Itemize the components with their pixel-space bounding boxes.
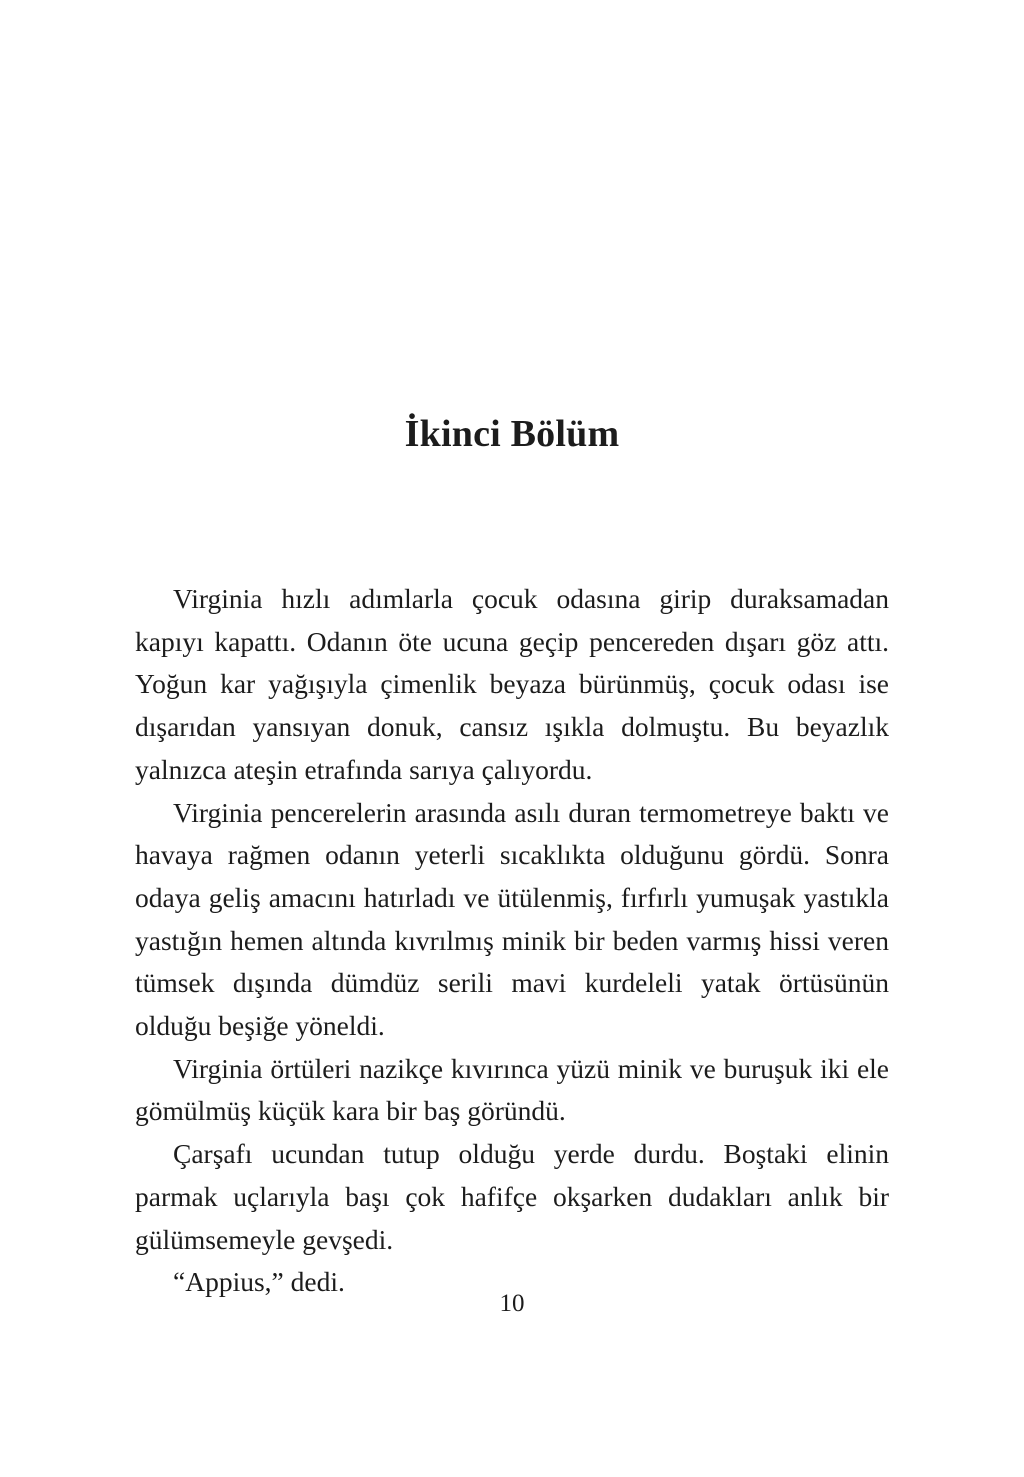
paragraph: Virginia örtüleri nazikçe kıvırınca yüzü minik ve buruşuk iki ele gömülmüş küçük kara bir baş göründü. <box>135 1052 889 1127</box>
paragraph: “Appius,” dedi. <box>173 1266 345 1298</box>
paragraph: Çarşafı ucundan tutup olduğu yerde durdu. Boştaki elinin parmak uçlarıyla başı çok hafifçe okşarken dudakları anlık bir gülümsemeyle gevşedi. <box>135 1138 889 1255</box>
chapter-title: İkinci Bölüm <box>404 413 620 455</box>
page-number: 10 <box>499 1290 525 1317</box>
paragraph: Virginia pencerelerin arasında asılı duran termometreye baktı ve havaya rağmen odanın yeterli sıcaklıkta olduğunu gördü. Sonra odaya geliş amacını hatırladı ve ütülenmiş, fırfırlı yumuşak yastıkla yastığın hemen altında kıvrılmış minik bir beden varmış hissi veren tümsek dışında dümdüz serili mavi kurdeleli yatak örtüsünün olduğu beşiğe yöneldi. <box>135 796 889 1042</box>
body-text <box>135 578 889 1304</box>
paragraph: Virginia hızlı adımlarla çocuk odasına girip duraksamadan kapıyı kapattı. Odanın öte ucuna geçip pencereden dışarı göz attı. Yoğun kar yağışıyla çimenlik beyaza bürünmüş, çocuk odası ise dışarıdan yansıyan donuk, cansız ışıkla dolmuştu. Bu beyazlık yalnızca ateşin etrafında sarıya çalıyordu. <box>135 583 889 785</box>
